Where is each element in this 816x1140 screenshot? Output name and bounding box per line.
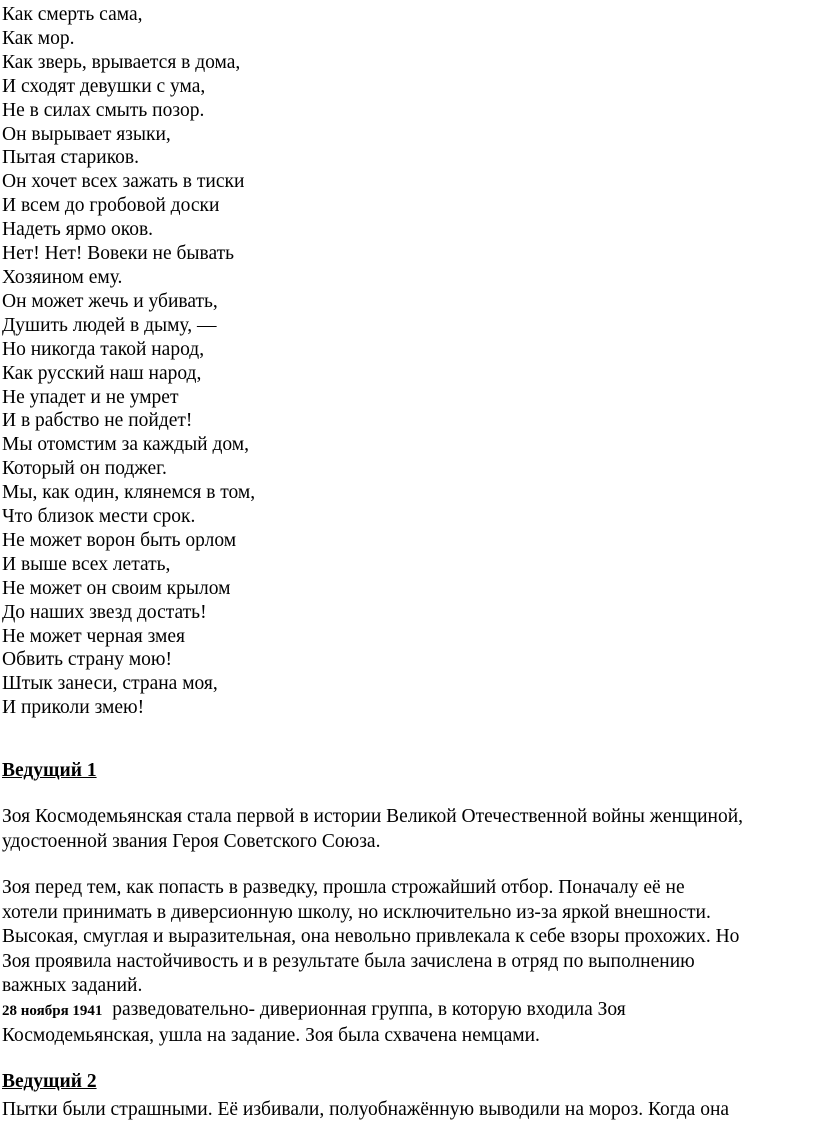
poem-line: Он хочет всех зажать в тиски bbox=[2, 171, 245, 193]
poem-line: И приколи змею! bbox=[2, 697, 145, 719]
poem-line: Как русский наш народ, bbox=[2, 362, 202, 384]
poem-line: Душить людей в дыму, — bbox=[2, 314, 217, 336]
poem-line: Штык занеси, страна моя, bbox=[2, 673, 218, 695]
poem-line: До наших звезд достать! bbox=[2, 601, 207, 623]
poem-line: Надеть ярмо оков. bbox=[2, 219, 154, 241]
poem-line: И всем до гробовой доски bbox=[2, 195, 220, 217]
paragraph-line: удостоенной звания Героя Советского Союза. bbox=[2, 830, 381, 852]
poem-line: Но никогда такой народ, bbox=[2, 338, 205, 360]
poem-line: Что близок мести срок. bbox=[2, 506, 196, 528]
poem-line: И в рабство не пойдет! bbox=[2, 410, 193, 432]
poem-line: Обвить страну мою! bbox=[2, 649, 172, 671]
poem-line: Нет! Нет! Вовеки не бывать bbox=[2, 243, 235, 265]
poem-line: Хозяином ему. bbox=[2, 266, 123, 288]
paragraph-line: Высокая, смуглая и выразительная, она невольно привлекала к себе взоры прохожих. Но bbox=[2, 926, 740, 947]
poem-line: Как смерть сама, bbox=[2, 4, 143, 25]
poem-line: Он может жечь и убивать, bbox=[2, 290, 218, 312]
paragraph-line: хотели принимать в диверсионную школу, но исключительно из-за яркой внешности. bbox=[2, 901, 711, 923]
section1-heading: Ведущий 1 bbox=[2, 760, 97, 781]
paragraph-line: Зоя Космодемьянская стала первой в истории Великой Отечественной войны женщиной, bbox=[2, 806, 744, 827]
paragraph-line: Пытки были страшными. Её избивали, полуобнажённую выводили на мороз. Когда она bbox=[2, 1099, 730, 1120]
paragraph-text: разведовательно- диверионная группа, в которую входила Зоя bbox=[102, 999, 626, 1020]
poem-line: Как мор. bbox=[2, 27, 75, 49]
section1-paragraph-3 bbox=[2, 998, 814, 1048]
poem-line: Пытая стариков. bbox=[2, 147, 140, 169]
paragraph-line bbox=[2, 998, 814, 1024]
poem-line: Не упадет и не умрет bbox=[2, 386, 179, 408]
poem-line: И сходят девушки с ума, bbox=[2, 75, 206, 97]
poem-line: Мы отомстим за каждый дом, bbox=[2, 434, 250, 456]
poem-line: Не в силах смыть позор. bbox=[2, 99, 205, 121]
poem-line: Он вырывает языки, bbox=[2, 123, 171, 145]
paragraph-line: Зоя проявила настойчивость и в результате была зачислена в отряд по выполнению bbox=[2, 950, 695, 972]
section1-paragraph-2 bbox=[2, 876, 814, 999]
section2-heading: Ведущий 2 bbox=[2, 1071, 97, 1092]
poem-line: Не может ворон быть орлом bbox=[2, 529, 237, 551]
poem-block bbox=[2, 3, 255, 720]
date-label: 28 ноября 1941 bbox=[2, 1003, 103, 1019]
poem-line: Который он поджег. bbox=[2, 458, 167, 480]
paragraph-line: Зоя перед тем, как попасть в разведку, прошла строжайший отбор. Поначалу её не bbox=[2, 877, 685, 898]
poem-line: Не может он своим крылом bbox=[2, 577, 231, 599]
poem-line: Как зверь, врывается в дома, bbox=[2, 51, 241, 73]
section1-paragraph-1 bbox=[2, 805, 814, 854]
paragraph-line: важных заданий. bbox=[2, 975, 143, 996]
paragraph-line: Космодемьянская, ушла на задание. Зоя была схвачена немцами. bbox=[2, 1024, 540, 1046]
poem-line: И выше всех летать, bbox=[2, 553, 171, 575]
section2-paragraph-1 bbox=[2, 1098, 814, 1123]
poem-line: Мы, как один, клянемся в том, bbox=[2, 482, 256, 504]
poem-line: Не может черная змея bbox=[2, 625, 186, 647]
